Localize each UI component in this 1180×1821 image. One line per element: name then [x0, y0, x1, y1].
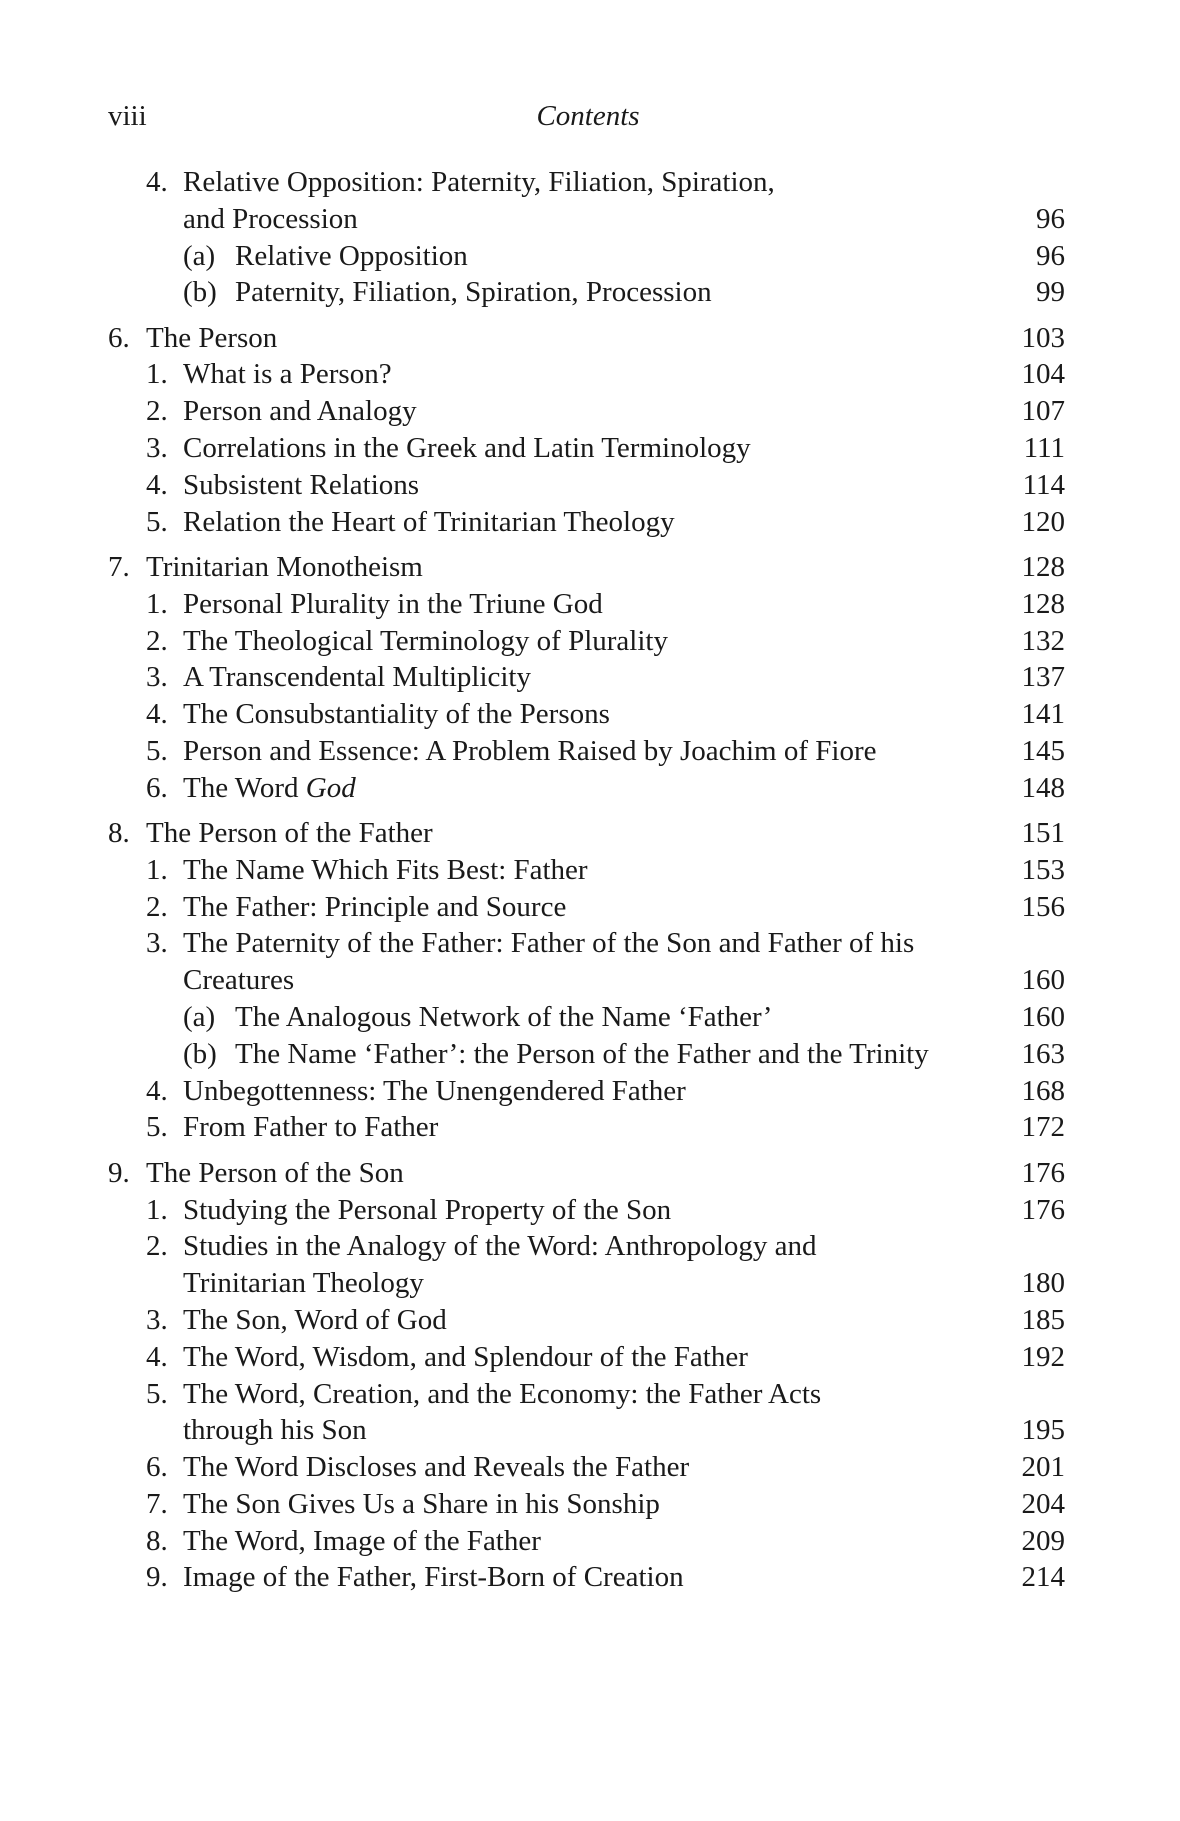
toc-entry-number: 8. [146, 1524, 168, 1557]
toc-entry [108, 238, 1065, 275]
toc-entry [108, 733, 1065, 770]
toc-entry-title-text: Unbegottenness: The Unengendered Father [183, 1074, 686, 1107]
toc-entry [108, 504, 1065, 541]
toc-entry-number: 4. [146, 1074, 168, 1107]
toc-entry-title [183, 770, 356, 807]
toc-entry-title [235, 238, 468, 275]
toc-entry-title [183, 1192, 671, 1229]
toc-page-number: 104 [1021, 358, 1065, 391]
toc-entry [108, 852, 1065, 889]
toc-entry [108, 1073, 1065, 1110]
toc-entry-title-text: Relation the Heart of Trinitarian Theology [183, 505, 675, 538]
toc-page-number: 160 [1021, 964, 1065, 997]
toc-page-number: 132 [1021, 624, 1065, 657]
toc-entry-title [146, 815, 433, 852]
toc-page-number: 163 [1021, 1037, 1065, 1070]
toc-entry-number: 4. [146, 468, 168, 501]
toc-entry [108, 1376, 1065, 1413]
toc-chapter-entry [108, 320, 1065, 357]
toc-entry-number: 6. [146, 771, 168, 804]
toc-entry-title-text: Person and Analogy [183, 395, 417, 428]
toc-page-number: 103 [1021, 321, 1065, 354]
toc-entry-continuation [108, 962, 1065, 999]
toc-entry-title-text: Relative Opposition [235, 239, 468, 272]
toc-entry-title-text: The Word, Creation, and the Economy: the Father Acts [183, 1377, 822, 1410]
toc-page-number: 214 [1021, 1561, 1065, 1594]
toc-entry-number: 5. [146, 505, 168, 538]
toc-entry-number: (b) [183, 1037, 217, 1070]
toc-entry-title-text: What is a Person? [183, 358, 392, 391]
toc-entry-title-text: The Analogous Network of the Name ‘Father’ [235, 1001, 773, 1034]
running-header [108, 100, 1068, 140]
toc-entry-title-text: Subsistent Relations [183, 468, 420, 501]
toc-entry-title-text: through his Son [183, 1414, 367, 1447]
toc-page-number: 151 [1021, 817, 1065, 850]
toc-entry [108, 999, 1065, 1036]
toc-entry [108, 889, 1065, 926]
toc-entry-title [183, 586, 603, 623]
toc-entry-number: (a) [183, 239, 216, 272]
toc-entry-title [183, 1265, 424, 1302]
toc-entry-title [183, 733, 876, 770]
toc-page-number: 160 [1021, 1001, 1065, 1034]
toc-entry-title [235, 1036, 929, 1073]
toc-entry-title-text: The Word [183, 771, 306, 804]
toc-entry-number: 3. [146, 927, 168, 960]
toc-entry-title-text: Person and Essence: A Problem Raised by Joachim of Fiore [183, 734, 877, 767]
toc-entry-title [146, 1155, 404, 1192]
toc-entry-title [183, 1339, 748, 1376]
toc-entry-title [183, 1228, 816, 1265]
toc-entry-title-text: Trinitarian Monotheism [146, 550, 423, 583]
toc-entry [108, 393, 1065, 430]
toc-page-number: 156 [1021, 890, 1065, 923]
toc-entry-title [183, 659, 531, 696]
toc-page-number: 96 [1036, 239, 1065, 272]
toc-entry-number: 3. [146, 432, 168, 465]
toc-entry-number: 2. [146, 1230, 168, 1263]
table-of-contents [108, 164, 1065, 1596]
toc-entry-title-text: Image of the Father, First-Born of Creation [183, 1561, 684, 1594]
toc-entry [108, 467, 1065, 504]
toc-entry [108, 659, 1065, 696]
toc-entry-continuation [108, 201, 1065, 238]
toc-entry-title-text: The Name Which Fits Best: Father [183, 853, 588, 886]
toc-entry-title-text: The Son Gives Us a Share in his Sonship [183, 1487, 660, 1520]
toc-entry [108, 1339, 1065, 1376]
toc-entry-title-text: The Consubstantiality of the Persons [183, 698, 610, 731]
toc-entry-title [183, 1302, 447, 1339]
toc-page-number: 201 [1021, 1451, 1065, 1484]
toc-entry-title [183, 852, 588, 889]
toc-entry-title-text: From Father to Father [183, 1111, 439, 1144]
toc-entry-title [183, 925, 914, 962]
toc-entry-number: (b) [183, 276, 217, 309]
toc-entry-title-text: Correlations in the Greek and Latin Terminology [183, 432, 751, 465]
toc-chapter-entry [108, 549, 1065, 586]
toc-page-number: 176 [1021, 1193, 1065, 1226]
toc-page-number: 114 [1022, 468, 1065, 501]
toc-entry-number: 6. [108, 321, 130, 354]
toc-entry-number: 1. [146, 358, 168, 391]
toc-entry-title-text: Personal Plurality in the Triune God [183, 587, 603, 620]
toc-entry-continuation [108, 1265, 1065, 1302]
toc-entry [108, 356, 1065, 393]
toc-entry [108, 1523, 1065, 1560]
toc-entry-title [183, 1109, 438, 1146]
toc-entry-number: 5. [146, 734, 168, 767]
toc-entry-title-text: Relative Opposition: Paternity, Filiation, Spiration, [183, 166, 775, 198]
toc-entry-title [183, 430, 751, 467]
toc-entry-title-text: The Word, Image of the Father [183, 1524, 541, 1557]
toc-entry [108, 430, 1065, 467]
toc-entry-title [183, 1412, 367, 1449]
toc-entry-title [146, 320, 277, 357]
toc-entry-title [235, 274, 712, 311]
toc-page-number: 185 [1021, 1303, 1065, 1336]
toc-entry-number: 3. [146, 1303, 168, 1336]
toc-entry-title-text: The Word, Wisdom, and Splendour of the Father [183, 1340, 748, 1373]
toc-entry-number: 7. [146, 1487, 168, 1520]
toc-entry-title [183, 1523, 541, 1560]
toc-entry-title [183, 393, 417, 430]
toc-entry-number: 4. [146, 698, 168, 731]
toc-entry-title [183, 1073, 686, 1110]
toc-entry-number: 2. [146, 890, 168, 923]
toc-entry-title [146, 549, 423, 586]
toc-entry-title [183, 1449, 689, 1486]
toc-page-number: 111 [1023, 432, 1065, 465]
toc-entry-title [183, 1376, 821, 1413]
toc-entry [108, 1192, 1065, 1229]
toc-entry-continuation [108, 1412, 1065, 1449]
toc-entry-title-text: Studies in the Analogy of the Word: Anthropology and [183, 1230, 817, 1263]
toc-entry-title [183, 1559, 684, 1596]
toc-page-number: 153 [1021, 853, 1065, 886]
toc-entry-number: 5. [146, 1377, 168, 1410]
toc-page-number: 137 [1021, 661, 1065, 694]
toc-entry-title-text: Paternity, Filiation, Spiration, Procession [235, 276, 712, 309]
toc-page-number: 172 [1021, 1111, 1065, 1144]
toc-entry [108, 1109, 1065, 1146]
page-number: viii [108, 100, 147, 132]
toc-entry-title-text: The Name ‘Father’: the Person of the Father and the Trinity [235, 1037, 929, 1070]
toc-entry-title [183, 1486, 660, 1523]
toc-chapter-entry [108, 1155, 1065, 1192]
toc-page-number: 168 [1021, 1074, 1065, 1107]
toc-entry [108, 1486, 1065, 1523]
toc-entry-number: 4. [146, 1340, 168, 1373]
toc-entry-title-text: A Transcendental Multiplicity [183, 661, 531, 694]
toc-page-number: 96 [1036, 202, 1065, 235]
toc-entry-title-text: The Word Discloses and Reveals the Father [183, 1451, 690, 1484]
toc-entry [108, 164, 1065, 201]
toc-entry-title-text: The Father: Principle and Source [183, 890, 567, 923]
toc-entry-number: 6. [146, 1451, 168, 1484]
toc-entry [108, 1449, 1065, 1486]
toc-entry-title [183, 201, 358, 238]
toc-entry-number: 9. [146, 1561, 168, 1594]
toc-entry [108, 1036, 1065, 1073]
toc-page-number: 209 [1021, 1524, 1065, 1557]
toc-entry-title [183, 164, 775, 201]
toc-page-number: 180 [1021, 1267, 1065, 1300]
toc-entry [108, 274, 1065, 311]
toc-entry [108, 623, 1065, 660]
toc-entry-title-italic: God [305, 771, 356, 804]
toc-page-number: 141 [1021, 698, 1065, 731]
toc-page-number: 204 [1021, 1487, 1065, 1520]
toc-entry-title [183, 623, 668, 660]
toc-entry-number: 8. [108, 817, 130, 850]
toc-page-number: 145 [1021, 734, 1065, 767]
toc-entry-number: 9. [108, 1156, 130, 1189]
toc-entry-title-text: The Theological Terminology of Plurality [183, 624, 668, 657]
toc-entry-title [183, 889, 566, 926]
toc-entry-title [183, 467, 419, 504]
toc-entry [108, 1302, 1065, 1339]
toc-page-number: 99 [1036, 276, 1065, 309]
toc-entry [108, 586, 1065, 623]
toc-entry-title-text: The Paternity of the Father: Father of the Son and Father of his [183, 927, 915, 960]
toc-entry-number: 7. [108, 550, 130, 583]
toc-entry [108, 696, 1065, 733]
toc-entry-title [183, 504, 675, 541]
toc-entry-number: 3. [146, 661, 168, 694]
toc-page-number: 195 [1021, 1414, 1065, 1447]
toc-entry-number: 1. [146, 853, 168, 886]
toc-page-number: 192 [1021, 1340, 1065, 1373]
toc-entry-title-text: The Person of the Father [146, 817, 433, 850]
toc-page-number: 128 [1021, 550, 1065, 583]
toc-entry-title [235, 999, 772, 1036]
toc-entry-title-text: The Son, Word of God [183, 1303, 447, 1336]
toc-entry-title-text: The Person [146, 321, 278, 354]
toc-entry [108, 1228, 1065, 1265]
toc-entry-number: 2. [146, 624, 168, 657]
toc-entry-title-text: The Person of the Son [146, 1156, 404, 1189]
toc-entry-number: 2. [146, 395, 168, 428]
toc-entry [108, 770, 1065, 807]
toc-entry-title-text: and Procession [183, 202, 358, 235]
toc-entry-title [183, 696, 610, 733]
toc-page-number: 176 [1021, 1156, 1065, 1189]
toc-page-number: 107 [1021, 395, 1065, 428]
toc-entry-title [183, 962, 294, 999]
toc-page-number: 120 [1021, 505, 1065, 538]
toc-entry-title-text: Studying the Personal Property of the Son [183, 1193, 672, 1226]
toc-chapter-entry [108, 815, 1065, 852]
toc-entry [108, 925, 1065, 962]
running-title: Contents [536, 100, 640, 132]
toc-entry-number: 1. [146, 1193, 168, 1226]
toc-entry-title [183, 356, 392, 393]
toc-entry-title-text: Trinitarian Theology [183, 1267, 424, 1300]
toc-entry-number: 5. [146, 1111, 168, 1144]
toc-entry-number: 4. [146, 166, 168, 198]
toc-entry [108, 1559, 1065, 1596]
toc-entry-title-text: Creatures [183, 964, 295, 997]
toc-page-number: 148 [1021, 771, 1065, 804]
toc-entry-number: (a) [183, 1001, 216, 1034]
toc-page-number: 128 [1021, 587, 1065, 620]
toc-entry-number: 1. [146, 587, 168, 620]
